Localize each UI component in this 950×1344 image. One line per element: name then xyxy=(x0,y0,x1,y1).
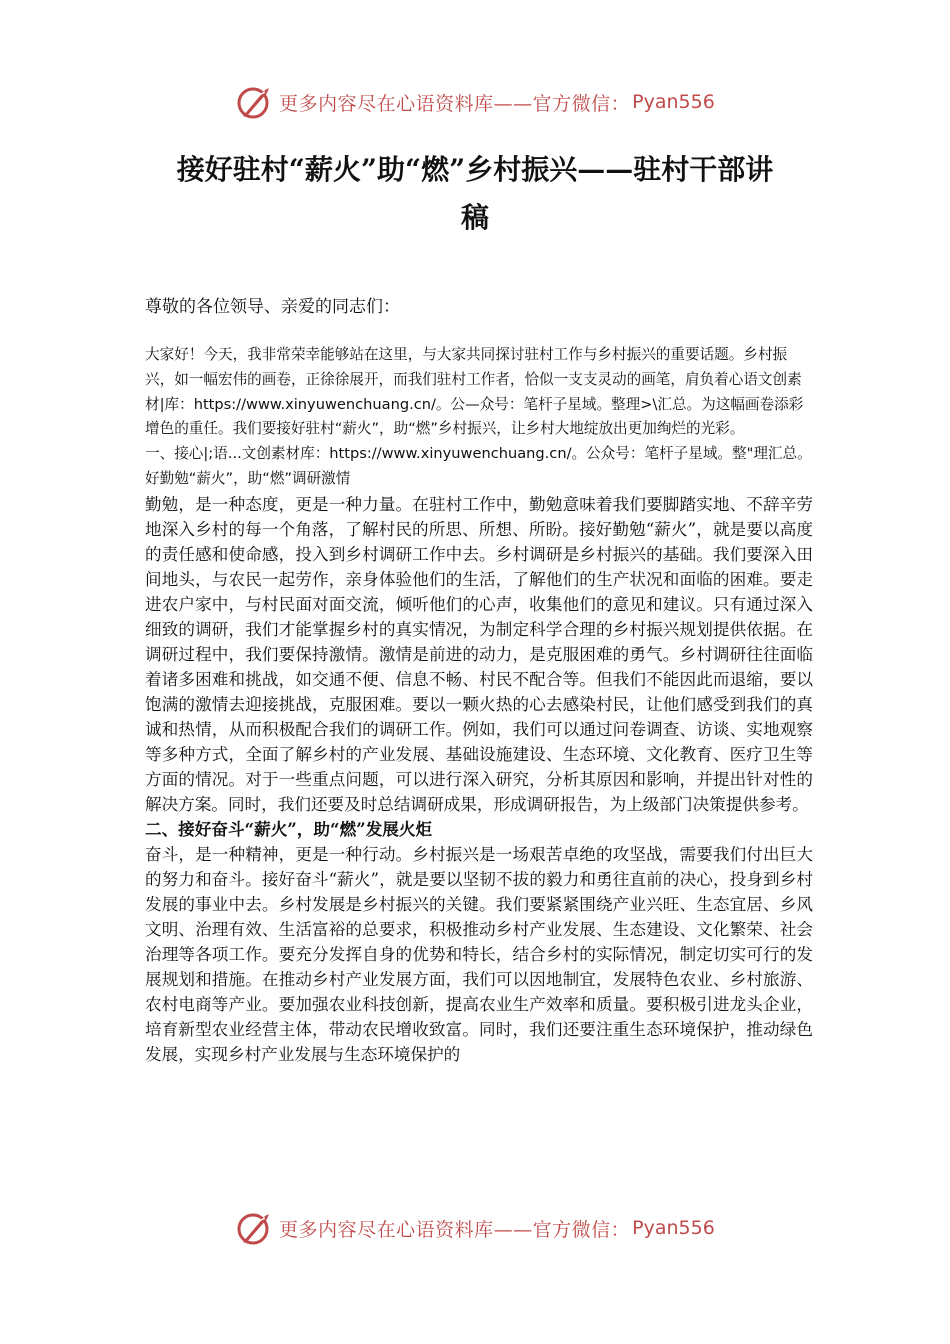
intro-paragraph: 大家好！今天，我非常荣幸能够站在这里，与大家共同探讨驻村工作与乡村振兴的重要话题。乡村振兴，如一幅宏伟的画卷，正徐徐展开，而我们驻村工作者，恰似一支支灵动的画笔，肩负着心语文创素材|库：https://www.xinyuwenchuang.cn/。公—众号：笔杆子星域。整理>\汇总。为这幅画卷添彩增色的重任。我们要接好驻村“薪火”，助“燃”乡村振兴，让乡村大地绽放出更加绚烂的光彩。 xyxy=(145,346,804,438)
document-title xyxy=(140,146,810,242)
banner-wechat-id: Pyan556 xyxy=(632,1217,715,1239)
document-body xyxy=(145,343,813,1067)
salutation: 尊敬的各位领导、亲爱的同志们： xyxy=(145,297,400,317)
quill-logo-icon xyxy=(235,1208,275,1248)
section-2-body: 奋斗，是一种精神，更是一种行动。乡村振兴是一场艰苦卓绝的攻坚战，需要我们付出巨大的努力和奋斗。接好奋斗“薪火”，就是要以坚韧不拔的毅力和勇往直前的决心，投身到乡村发展的事业中去。乡村发展是乡村振兴的关键。我们要紧紧围绕产业兴旺、生态宜居、乡风文明、治理有效、生活富裕的总要求，积极推动乡村产业发展、生态建设、文化繁荣、社会治理等各项工作。要充分发挥自身的优势和特长，结合乡村的实际情况，制定切实可行的发展规划和措施。在推动乡村产业发展方面，我们可以因地制宜，发展特色农业、乡村旅游、农村电商等产业。要加强农业科技创新，提高农业生产效率和质量。要积极引进龙头企业，培育新型农业经营主体，带动农民增收致富。同时，我们还要注重生态环境保护，推动绿色发展，实现乡村产业发展与生态环境保护的 xyxy=(145,844,813,1064)
section-1-body: 勤勉，是一种态度，更是一种力量。在驻村工作中，勤勉意味着我们要脚踏实地、不辞辛劳地深入乡村的每一个角落，了解村民的所思、所想、所盼。接好勤勉“薪火”，就是要以高度的责任感和使命感，投入到乡村调研工作中去。乡村调研是乡村振兴的基础。我们要深入田间地头，与农民一起劳作，亲身体验他们的生活，了解他们的生产状况和面临的困难。要走进农户家中，与村民面对面交流，倾听他们的心声，收集他们的意见和建议。只有通过深入细致的调研，我们才能掌握乡村的真实情况，为制定科学合理的乡村振兴规划提供依据。在调研过程中，我们要保持激情。激情是前进的动力，是克服困难的勇气。乡村调研往往面临着诸多困难和挑战，如交通不便、信息不畅、村民不配合等。但我们不能因此而退缩，要以饱满的激情去迎接挑战，克服困难。要以一颗火热的心去感染村民，让他们感受到我们的真诚和热情，从而积极配合我们的调研工作。例如，我们可以通过问卷调查、访谈、实地观察等多种方式，全面了解乡村的产业发展、基础设施建设、生态环境、文化教育、医疗卫生等方面的情况。对于一些重点问题，可以进行深入研究，分析其原因和影响，并提出针对性的解决方案。同时，我们还要及时总结调研成果，形成调研报告，为上级部门决策提供参考。 xyxy=(145,494,813,814)
banner-wechat-id: Pyan556 xyxy=(632,91,715,113)
quill-logo-icon xyxy=(235,82,275,122)
section-1-heading: 一、接心|;语...文创素材库：https://www.xinyuwenchuang.cn/。公众号：笔杆子星域。整"理汇总。好勤勉“薪火”，助“燃”调研激情 xyxy=(145,445,812,487)
banner-text: 更多内容尽在心语资料库——官方微信： xyxy=(279,1218,631,1241)
title-line-2: 稿 xyxy=(460,201,489,234)
section-2-heading: 二、接好奋斗“薪火”，助“燃”发展火炬 xyxy=(145,818,433,839)
header-banner xyxy=(0,80,950,124)
title-line-1: 接好驻村“薪火”助“燃”乡村振兴——驻村干部讲 xyxy=(176,153,774,186)
footer-banner xyxy=(0,1206,950,1250)
banner-text: 更多内容尽在心语资料库——官方微信： xyxy=(279,92,631,115)
